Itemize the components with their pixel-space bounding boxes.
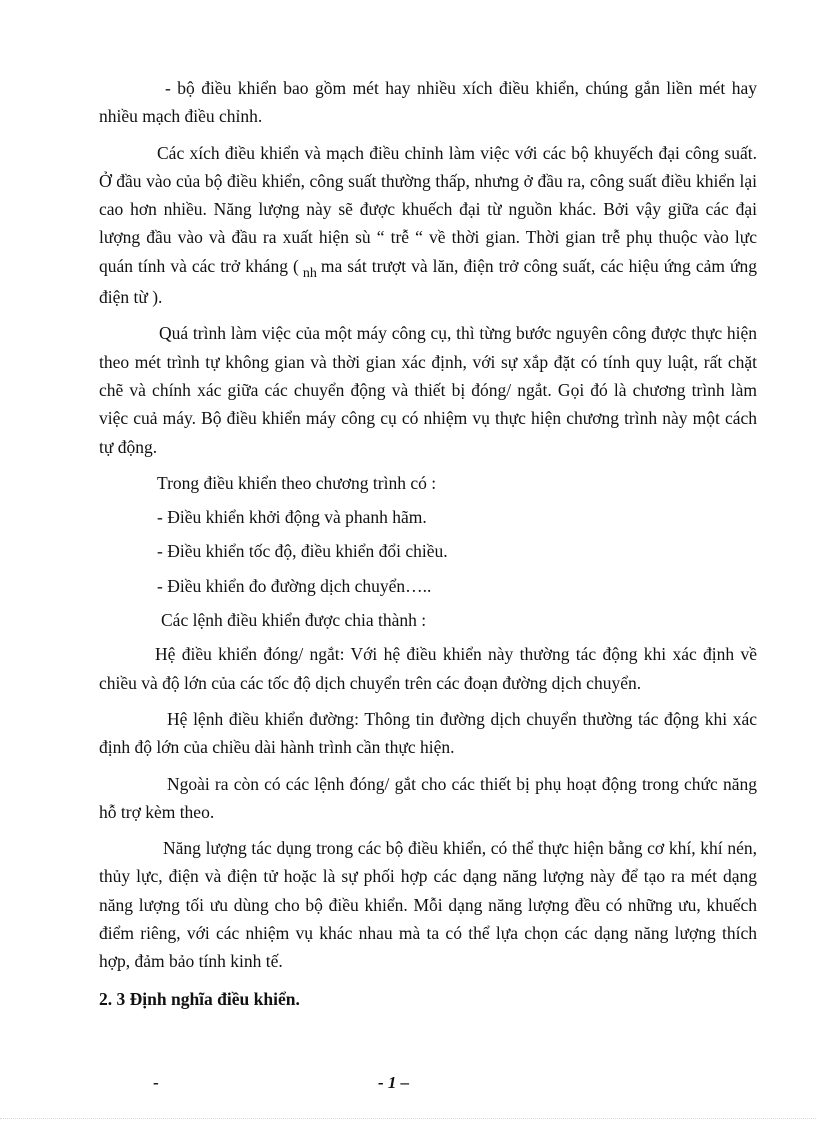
list-item: - Điều khiển khởi động và phanh hãm. [157,507,427,528]
page-bottom-rule [0,1118,816,1119]
paragraph-6: Hệ điều khiển đóng/ ngắt: Với hệ điều khiển này thường tác động khi xác định về chiều và độ lớn của các tốc độ dịch chuyển trên các đoạn đường dịch chuyển. [99,644,757,693]
page-number: - 1 – [378,1073,410,1092]
paragraph-4: Trong điều khiển theo chương trình có : [157,472,437,493]
paragraph-2-subscript: nh [302,265,317,281]
list-item: - Điều khiển đo đường dịch chuyển….. [157,575,432,596]
paragraph-8: Ngoài ra còn có các lệnh đóng/ gắt cho các thiết bị phụ hoạt động trong chức năng hỗ trợ kèm theo. [99,773,757,822]
paragraph-9: Năng lượng tác dụng trong các bộ điều khiển, có thể thực hiện bằng cơ khí, khí nén, thủy lực, điện và điện tử hoặc là sự phối hợp các dạng năng lượng này để tạo ra mét dạng năng lượng tối ưu dùng cho bộ điều khiển. Mỗi dạng năng lượng đều có những ưu, khuếch điểm riêng, với các nhiệm vụ khác nhau mà ta có thể lựa chọn các dạng năng lượng thích hợp, đảm bảo tính kinh tế. [99,838,757,972]
document-body [99,74,757,1013]
paragraph-1: - bộ điều khiển bao gồm mét hay nhiều xích điều khiển, chúng gắn liền mét hay nhiều mạch điều chỉnh. [99,78,757,127]
paragraph-3: Quá trình làm việc của một máy công cụ, thì từng bước nguyên công được thực hiện theo mét trình tự không gian và thời gian xác định, với sự xắp đặt có tính quy luật, rất chặt chẽ và chính xác giữa các chuyển động và thiết bị đóng/ ngắt. Gọi đó là chương trình làm việc cuả máy. Bộ điều khiển máy công cụ có nhiệm vụ thực hiện chương trình này một cách tự động. [99,323,757,457]
paragraph-2-main: Các xích điều khiển và mạch điều chỉnh làm việc với các bộ khuyếch đại công suất. Ở đầu vào của bộ điều khiển, công suất thường thấp, nhưng ở đầu ra, công suất điều khiển lại cao hơn nhiều. Năng lượng này sẽ được khuếch đại từ nguồn khác. Bởi vậy giữa các đại lượng đầu vào và đầu ra xuất hiện sù “ trễ “ về thời gian. Thời gian trễ phụ thuộc vào lực quán tính và các trở kháng ( [99,142,757,276]
paragraph-2-end: ma sát trượt và lăn, điện trở công suất, các hiệu ứng cảm ứng điện từ ). [99,255,757,308]
paragraph-5: Các lệnh điều khiển được chia thành : [161,610,427,631]
paragraph-7: Hệ lệnh điều khiển đường: Thông tin đường dịch chuyển thường tác động khi xác định độ lớn của chiều dài hành trình cần thực hiện. [99,708,757,758]
section-heading: 2. 3 Định nghĩa điều khiển. [99,988,300,1009]
list-item: - Điều khiển tốc độ, điều khiển đổi chiều. [157,541,448,562]
paragraph-2 [99,139,757,312]
footer-dash: - [153,1073,159,1092]
